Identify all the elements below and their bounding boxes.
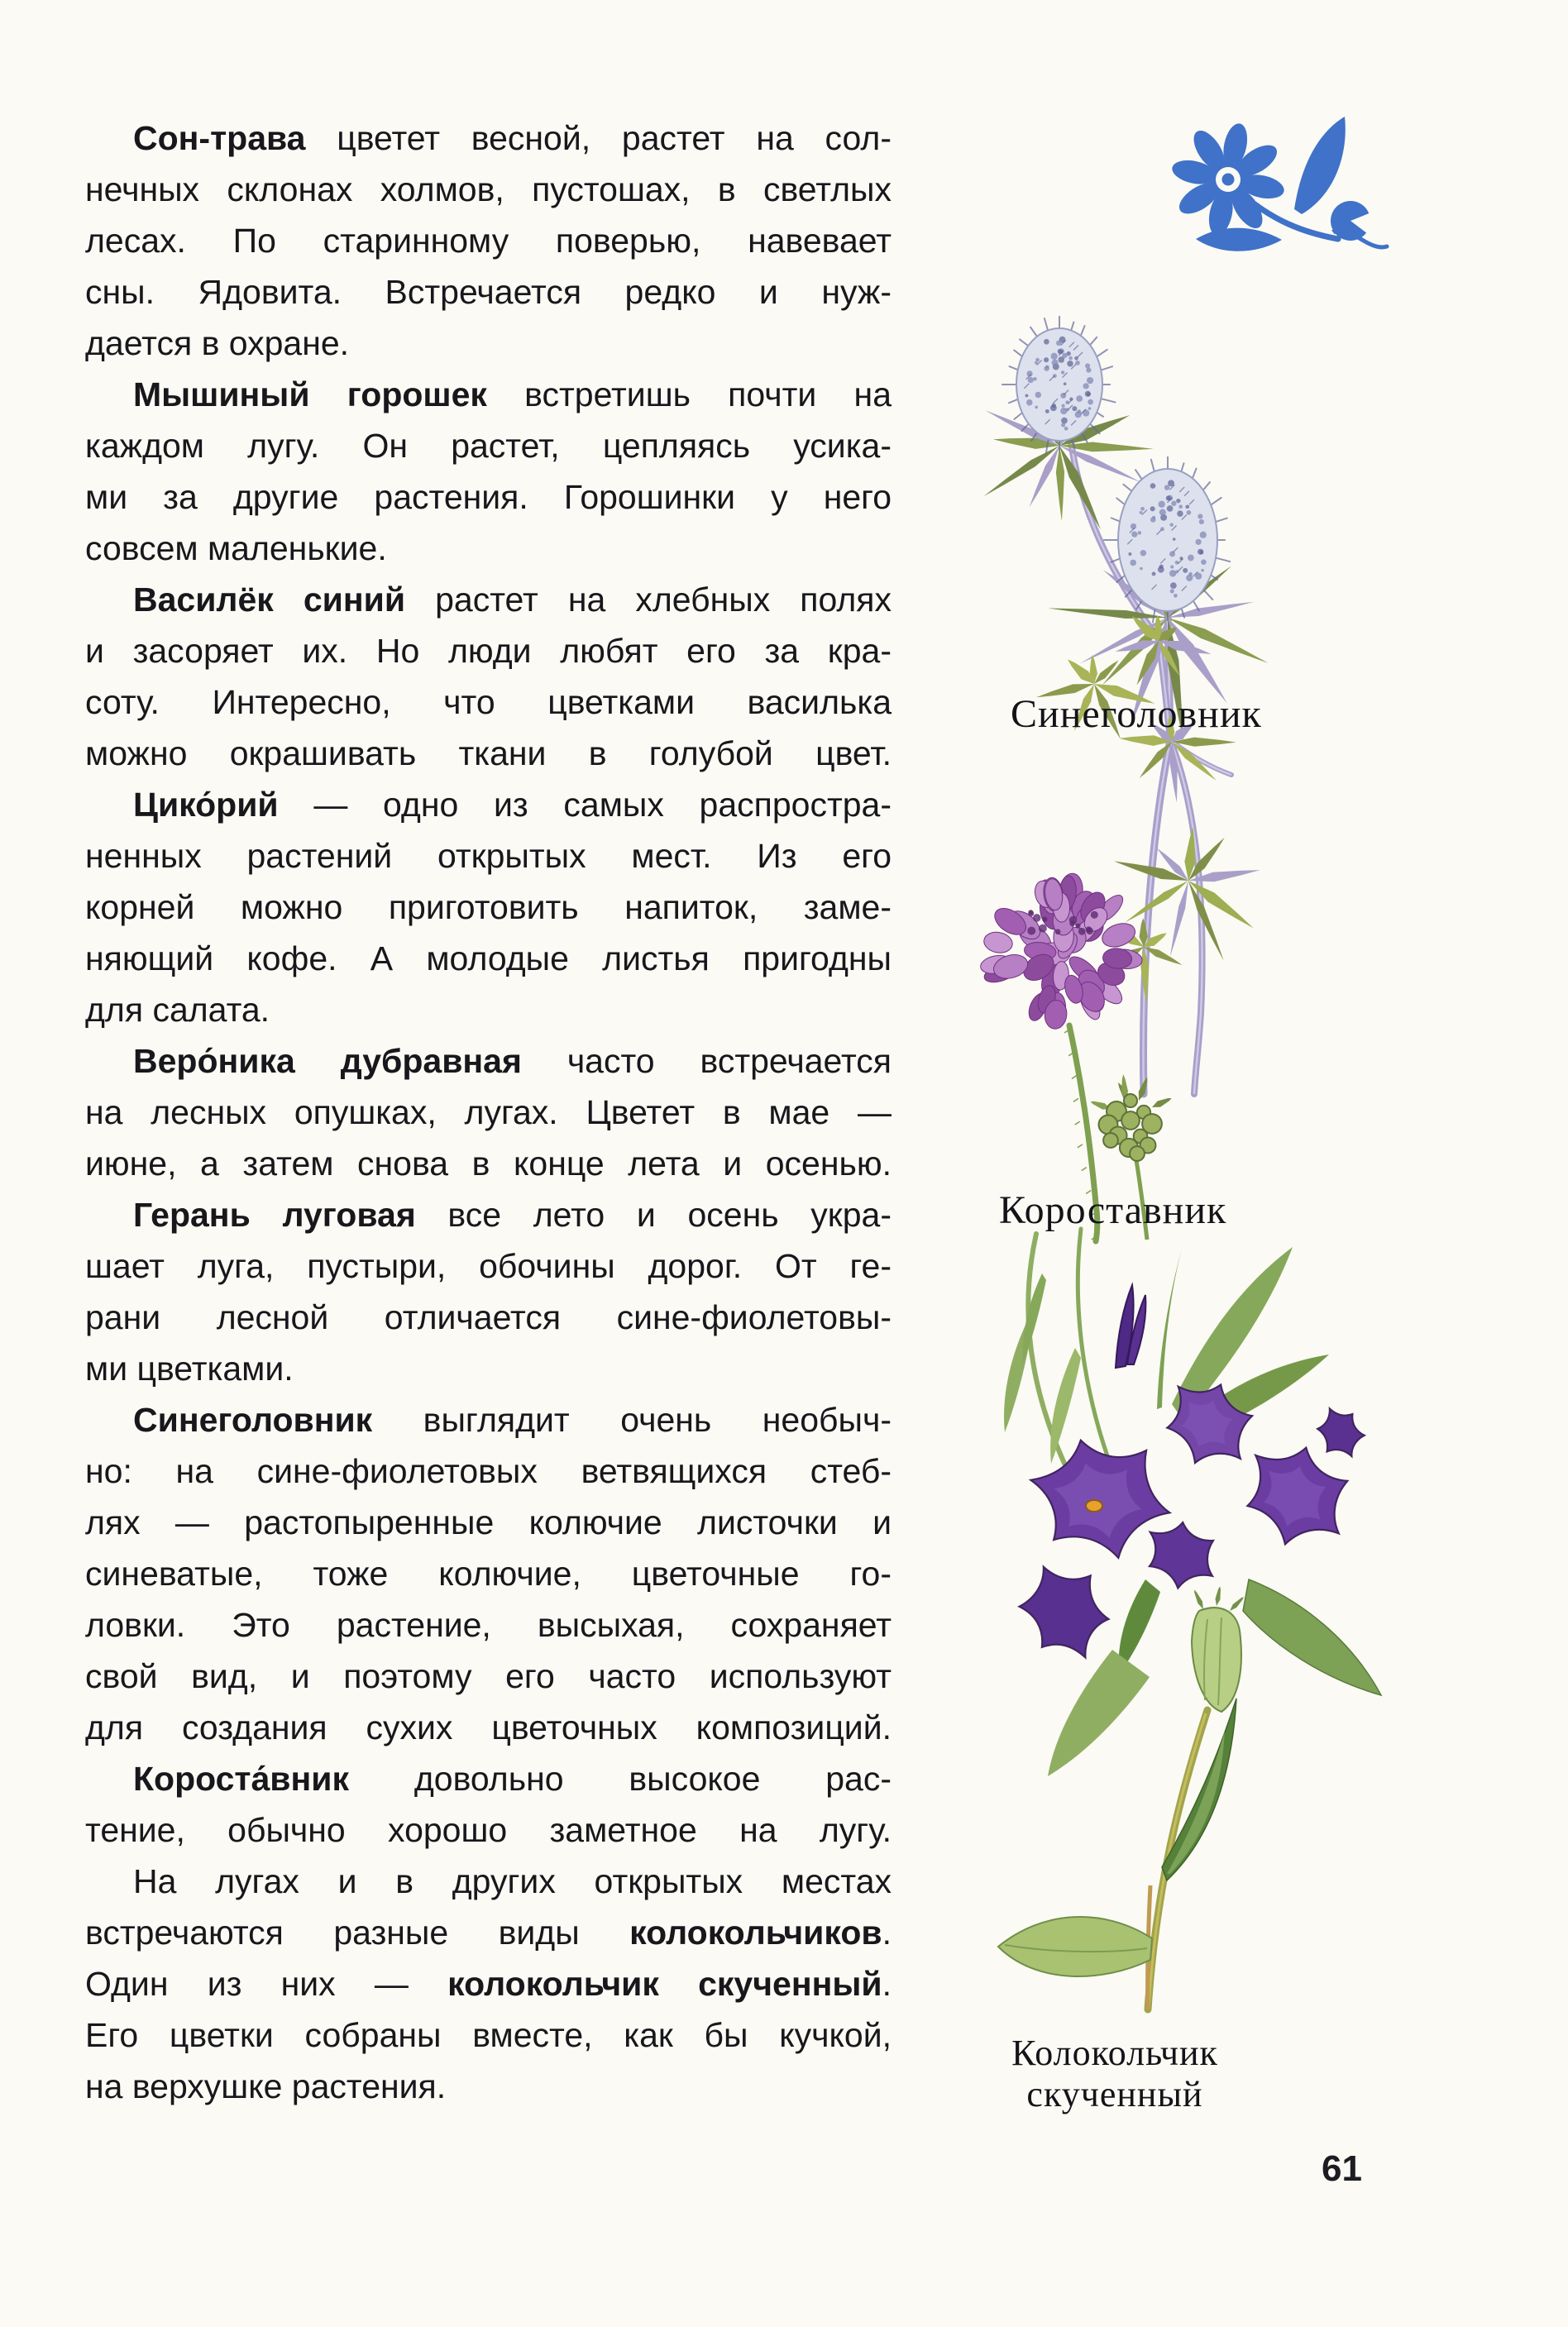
text-run: лесах. По старинному поверью, навевает	[85, 222, 892, 260]
text-line	[85, 728, 892, 779]
text-line	[85, 1445, 892, 1497]
plant-term: колокольчик скученный	[447, 1965, 882, 2003]
text-line	[85, 1240, 892, 1292]
text-line	[85, 1138, 892, 1189]
text-run: каждом лугу. Он растет, цепляясь усика-	[85, 427, 892, 465]
text-line	[85, 984, 892, 1035]
text-line	[85, 1087, 892, 1138]
text-line	[85, 266, 892, 318]
plant-term: колокольчиков	[629, 1914, 882, 1952]
caption-bellflower	[969, 2033, 1260, 2115]
text-run: можно окрашивать ткани в голубой цвет.	[85, 734, 892, 772]
text-line	[85, 625, 892, 676]
text-run: для салата.	[85, 991, 270, 1029]
text-line	[85, 1753, 892, 1804]
text-line	[85, 369, 892, 420]
text-line	[85, 830, 892, 882]
text-run: .	[882, 1965, 892, 2003]
blue-flower-ornament-icon	[1150, 79, 1414, 273]
text-run: выглядит очень необыч-	[372, 1401, 892, 1439]
text-line	[85, 1548, 892, 1599]
text-run: — одно из самых распростра-	[278, 786, 892, 824]
text-run: часто встречается	[521, 1042, 892, 1080]
text-line	[85, 1958, 892, 2009]
plant-term: Василёк синий	[133, 581, 406, 619]
plant-term: Веро́ника дубравная	[133, 1042, 522, 1080]
text-run: На лугах и в других открытых местах	[133, 1862, 892, 1900]
text-run: рани лесной отличается сине-фиолетовы-	[85, 1298, 892, 1336]
text-run: лях — растопыренные колючие листочки и	[85, 1503, 892, 1541]
text-line	[85, 420, 892, 471]
text-run: встретишь почти на	[486, 375, 892, 413]
plant-term: Мышиный горошек	[133, 375, 487, 413]
text-line	[85, 676, 892, 728]
text-run: на лесных опушках, лугах. Цветет в мае —	[85, 1093, 892, 1131]
text-run: растет на хлебных полях	[405, 581, 892, 619]
body-text-column	[85, 112, 892, 2112]
text-run: нечных склонах холмов, пустошах, в светлых	[85, 170, 892, 208]
text-line	[85, 1497, 892, 1548]
text-line	[85, 1651, 892, 1702]
plant-term: Герань луговая	[133, 1196, 416, 1234]
text-line	[85, 523, 892, 574]
text-run: тение, обычно хорошо заметное на лугу.	[85, 1811, 892, 1849]
caption-scabious: Короставник	[999, 1188, 1227, 1232]
plant-term: Сон-трава	[133, 119, 306, 157]
text-line	[85, 1292, 892, 1343]
caption-bellflower-line1: Колокольчик	[1011, 2033, 1218, 2073]
text-line	[85, 882, 892, 933]
caption-bellflower-line2: скученный	[1026, 2074, 1203, 2114]
text-run: синеватые, тоже колючие, цветочные го-	[85, 1555, 892, 1593]
text-run: довольно высокое рас-	[349, 1760, 892, 1798]
caption-eryngo: Синеголовник	[1011, 692, 1262, 736]
text-run: ненных растений открытых мест. Из его	[85, 837, 892, 875]
clustered-bellflower-illustration	[955, 1224, 1451, 2034]
text-line	[85, 164, 892, 215]
text-line	[85, 1599, 892, 1651]
text-run: няющий кофе. А молодые листья пригодны	[85, 939, 892, 977]
text-run: совсем маленькие.	[85, 529, 387, 567]
text-run: корней можно приготовить напиток, заме-	[85, 888, 892, 926]
plant-term: Цико́рий	[133, 786, 279, 824]
text-run: шает луга, пустыри, обочины дорог. От ге-	[85, 1247, 892, 1285]
text-run: цветет весной, растет на сол-	[305, 119, 892, 157]
text-run: встречаются разные виды	[85, 1914, 630, 1952]
text-run: Его цветки собраны вместе, как бы кучкой,	[85, 2016, 892, 2054]
text-run: для создания сухих цветочных композиций.	[85, 1708, 892, 1746]
page-number: 61	[1322, 2148, 1362, 2189]
text-line	[85, 1035, 892, 1087]
text-line	[85, 1394, 892, 1445]
text-run: сны. Ядовита. Встречается редко и нуж-	[85, 273, 892, 311]
text-line	[85, 1702, 892, 1753]
text-line	[85, 215, 892, 266]
text-run: на верхушке растения.	[85, 2067, 447, 2105]
text-run: все лето и осень укра-	[415, 1196, 892, 1234]
text-run: ми за другие растения. Горошинки у него	[85, 478, 892, 516]
text-line	[85, 112, 892, 164]
plant-term: Синеголовник	[133, 1401, 373, 1439]
text-run: ми цветками.	[85, 1350, 294, 1388]
text-run: июне, а затем снова в конце лета и осенью.	[85, 1144, 892, 1183]
text-line	[85, 574, 892, 625]
text-line	[85, 471, 892, 523]
text-line	[85, 2009, 892, 2061]
plant-term: Короста́вник	[133, 1760, 349, 1798]
text-line	[85, 2061, 892, 2112]
scabious-plant-illustration	[955, 856, 1344, 1245]
text-run: дается в охране.	[85, 324, 350, 362]
text-line	[85, 1856, 892, 1907]
text-line	[85, 318, 892, 369]
text-run: ловки. Это растение, высыхая, сохраняет	[85, 1606, 892, 1644]
text-run: свой вид, и поэтому его часто используют	[85, 1657, 892, 1695]
text-line	[85, 779, 892, 830]
text-line	[85, 933, 892, 984]
text-line	[85, 1804, 892, 1856]
text-run: и засоряет их. Но люди любят его за кра-	[85, 632, 892, 670]
text-run: соту. Интересно, что цветками василька	[85, 683, 892, 721]
text-run: .	[882, 1914, 892, 1952]
text-run: но: на сине-фиолетовых ветвящихся стеб-	[85, 1452, 892, 1490]
text-line	[85, 1907, 892, 1958]
text-line	[85, 1343, 892, 1394]
text-line	[85, 1189, 892, 1240]
text-run: Один из них —	[85, 1965, 448, 2003]
